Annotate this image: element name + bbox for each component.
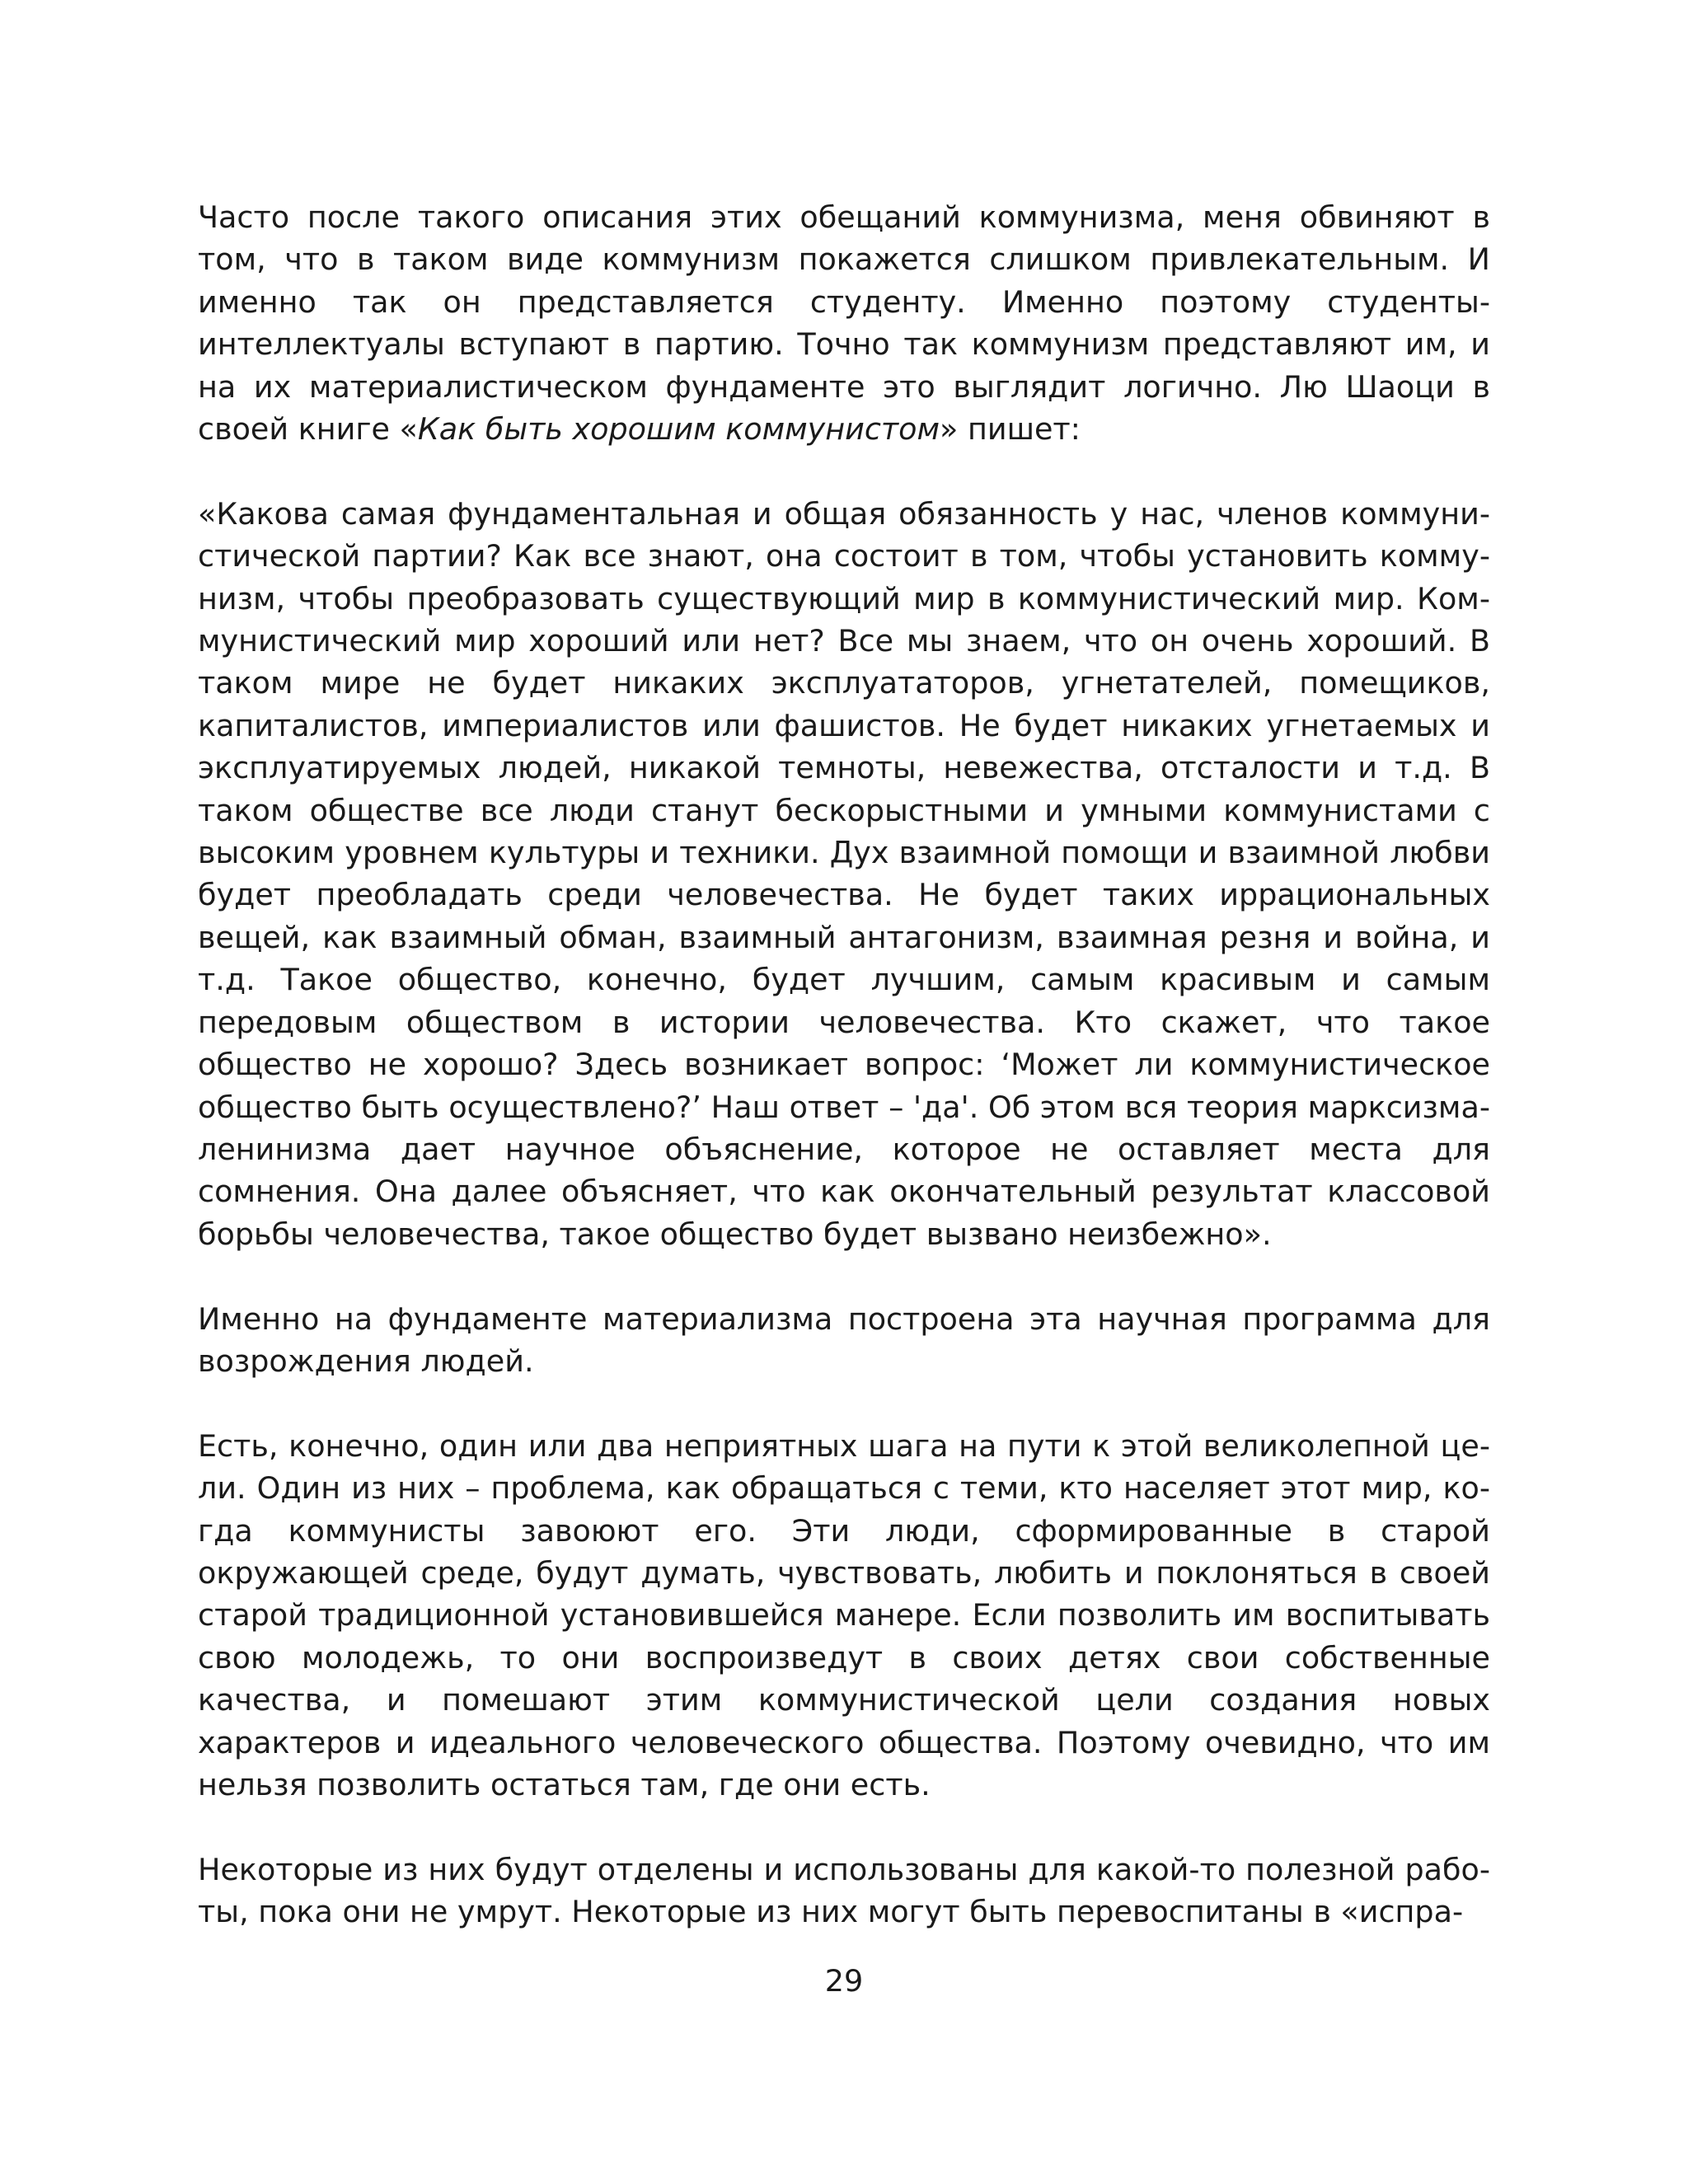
quote-paragraph: «Какова самая фундаментальная и общая обязанность у нас, членов коммунистической партии? Как все знают, она состоит в том, чтобы установить коммунизм, чтобы преобразовать существующий мир в коммунистический мир. Коммунистический мир хороший или нет? Все мы знаем, что он очень хороший. В таком мире не будет никаких эксплуататоров, угнетателей, помещиков, капиталистов, империалистов или фашистов. Не будет никаких угнетаемых и эксплуатируемых людей, никакой темноты, невежества, отсталости и т.д. В таком обществе все люди станут бескорыстными и умными коммунистами с высоким уровнем культуры и техники. Дух взаимной помощи и взаимной любви будет преобладать среди человечества. Не будет таких иррациональных вещей, как взаимный обман, взаимный антагонизм, взаимная резня и война, и т.д. Такое общество, конечно, будет лучшим, самым красивым и самым передовым обществом в истории человечества. Кто скажет, что такое общество не хорошо? Здесь возникает вопрос: ‘Может ли коммунистическое общество быть осуществлено?’ Наш ответ – 'да'. Об этом вся теория марксизма-ленинизма дает научное объяснение, которое не оставляет места для сомнения. Она далее объясняет, что как окончательный результат классовой борьбы человечества, такое общество будет вызвано неизбежно».	[198, 495, 1490, 1252]
paragraph-intro	[198, 196, 1490, 450]
paragraph-intro-tail: » пишет:	[940, 411, 1081, 448]
page-body	[198, 196, 1490, 1933]
paragraph-intro-text: Часто после такого описания этих обещаний коммунизма, меня обвиняют в том, что в таком виде коммунизм покажется слишком привлекательным. И именно так он представляется студенту. Именно поэтому студенты-интеллектуалы вступают в партию. Точно так коммунизм представляют им, и на их материалистическом фундаменте это выглядит логично. Лю Шаоци в своей книге «	[198, 199, 1490, 448]
paragraph-separated: Некоторые из них будут отделены и использованы для какой-то полезной работы, пока они не умрут. Некоторые из них могут быть перевоспитаны в «испра-	[198, 1851, 1490, 1930]
page-number: 29	[824, 1963, 864, 1999]
book-title: Как быть хорошим коммунистом	[417, 411, 940, 448]
paragraph-materialism: Именно на фундаменте материализма построена эта научная программа для возрождения людей.	[198, 1301, 1490, 1379]
paragraph-steps: Есть, конечно, один или два неприятных шага на пути к этой великолепной цели. Один из них – проблема, как обращаться с теми, кто населяет этот мир, когда коммунисты завоюют его. Эти люди, сформированные в старой окружающей среде, будут думать, чувствовать, любить и поклоняться в своей старой традиционной установившейся манере. Если позволить им воспитывать свою молодежь, то они воспроизведут в своих детях свои собственные качества, и помешают этим коммунистической цели создания новых характеров и идеального человеческого общества. Поэтому очевидно, что им нельзя позволить остаться там, где они есть.	[198, 1427, 1490, 1802]
